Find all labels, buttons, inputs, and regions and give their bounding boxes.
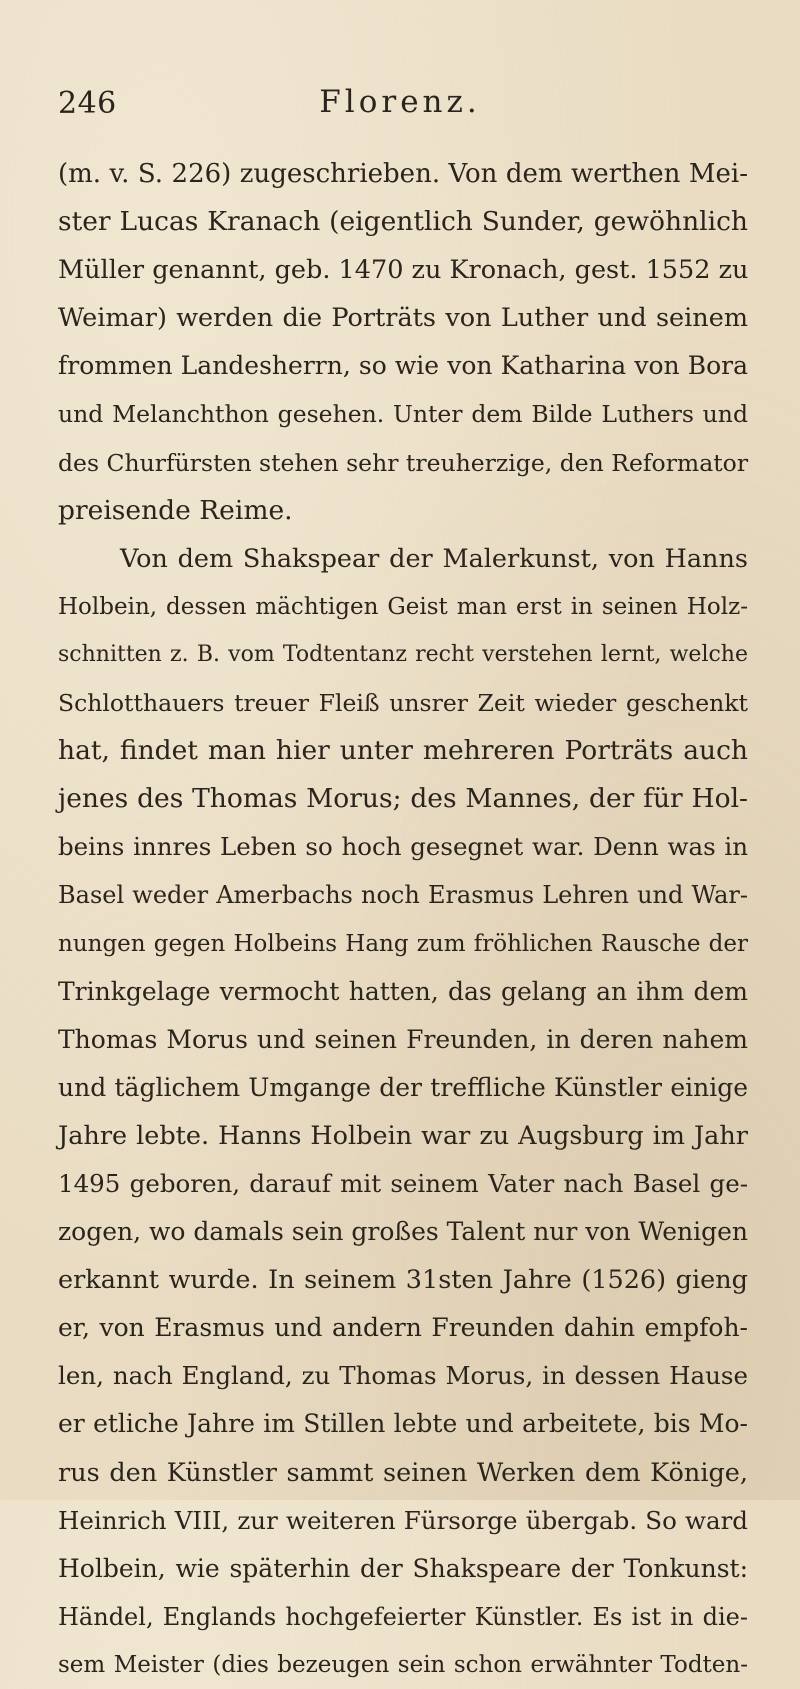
text-line: Müller genannt, geb. 1470 zu Kronach, gest. 1552 zu	[58, 255, 749, 286]
text-line: Jahre lebte. Hanns Holbein war zu Augsburg im Jahr	[58, 1120, 748, 1151]
text-line: erkannt wurde. In seinem 31sten Jahre (1526) gieng	[58, 1265, 748, 1296]
text-line: zogen, wo damals sein großes Talent nur von Wenigen	[58, 1217, 748, 1247]
text-line: nungen gegen Holbeins Hang zum fröhlichen Rausche der	[58, 930, 748, 957]
text-line: preisende Reime.	[58, 494, 293, 526]
text-line: Heinrich VIII, zur weiteren Fürsorge übergab. So ward	[58, 1505, 748, 1535]
text-line: len, nach England, zu Thomas Morus, in dessen Hause	[58, 1361, 748, 1391]
text-line: des Churfürsten stehen sehr treuherzige, den Reformator	[58, 448, 749, 477]
text-line: 1495 geboren, darauf mit seinem Vater nach Basel ge-	[58, 1168, 748, 1198]
text-line: (m. v. S. 226) zugeschrieben. Von dem werthen Mei-	[58, 159, 748, 189]
text-line: jenes des Thomas Morus; des Mannes, der für Hol-	[58, 783, 748, 815]
text-line: ster Lucas Kranach (eigentlich Sunder, gewöhnlich	[58, 206, 748, 238]
text-line: Holbein, dessen mächtigen Geist man erst in seinen Holz-	[58, 593, 748, 620]
text-line: Weimar) werden die Porträts von Luther und seinem	[58, 303, 748, 334]
text-line: schnitten z. B. vom Todtentanz recht verstehen lernt, welche	[58, 641, 748, 667]
text-line: Thomas Morus und seinen Freunden, in deren nahem	[58, 1024, 748, 1054]
text-line: Trinkgelage vermocht hatten, das gelang an ihm dem	[58, 976, 748, 1006]
page-number: 246	[58, 86, 117, 121]
text-line: rus den Künstler sammt seinen Werken dem Könige,	[58, 1457, 748, 1488]
text-line: Basel weder Amerbachs noch Erasmus Lehren und War-	[58, 881, 748, 910]
text-line: und Melanchthon gesehen. Unter dem Bilde Luthers und	[58, 400, 748, 429]
running-title: Florenz.	[319, 84, 481, 120]
text-line: sem Meister (dies bezeugen sein schon erwähnter Todten-	[58, 1651, 748, 1678]
text-line: Händel, Englands hochgefeierter Künstler. Es ist in die-	[58, 1602, 748, 1631]
text-line: Schlotthauers treuer Fleiß unsrer Zeit wieder geschenkt	[58, 689, 748, 718]
text-line: hat, findet man hier unter mehreren Porträts auch	[58, 735, 748, 767]
text-line: Von dem Shakspear der Malerkunst, von Hanns	[120, 543, 748, 574]
text-line: Holbein, wie späterhin der Shakspeare der Tonkunst:	[58, 1553, 748, 1583]
body-text	[58, 150, 748, 1689]
text-line: er, von Erasmus und andern Freunden dahin empfoh-	[58, 1313, 748, 1343]
text-line: beins innres Leben so hoch gesegnet war. Denn was in	[58, 832, 748, 862]
text-line: er etliche Jahre im Stillen lebte und arbeitete, bis Mo-	[58, 1409, 748, 1439]
page-header	[0, 82, 800, 132]
text-line: und täglichem Umgange der treffliche Künstler einige	[58, 1072, 748, 1102]
text-line: frommen Landesherrn, so wie von Katharina von Bora	[58, 351, 748, 381]
